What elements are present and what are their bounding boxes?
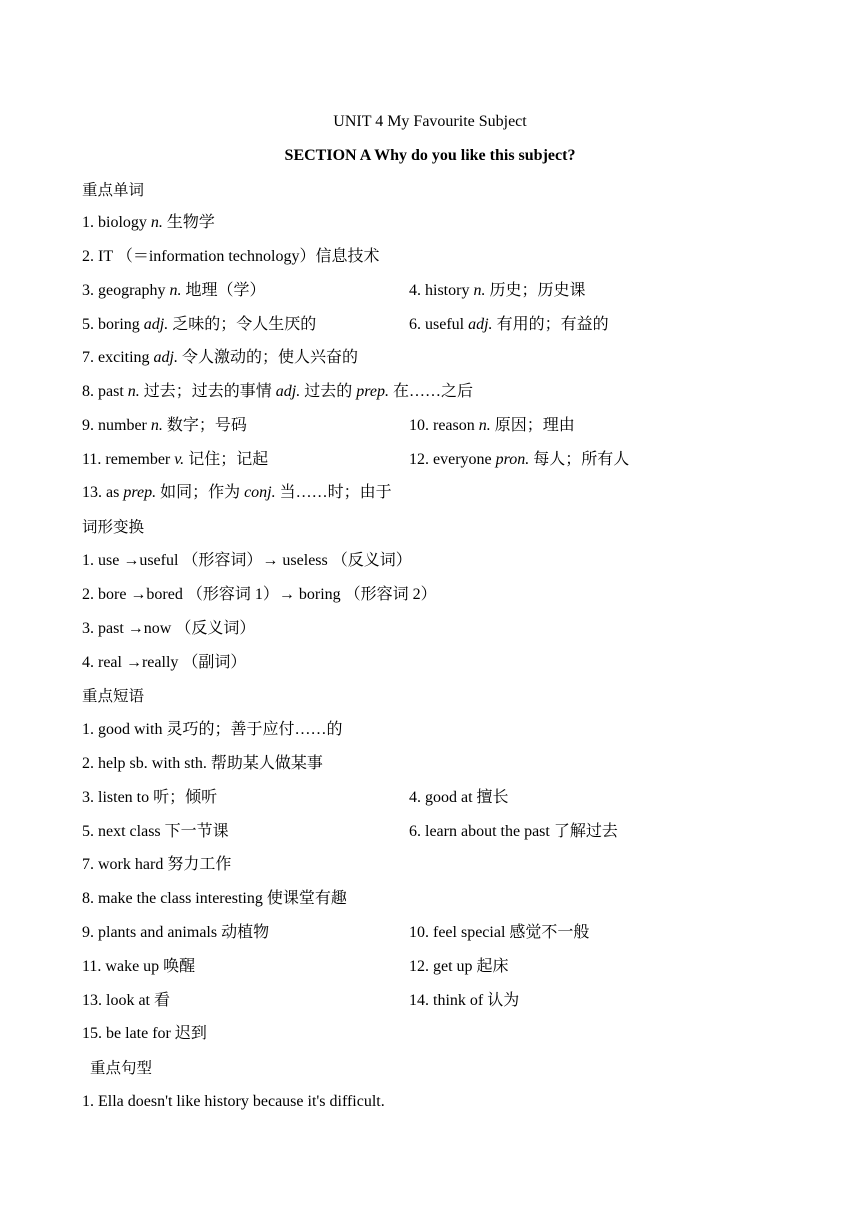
vocab-item: 13. as prep. 如同；作为 conj. 当……时；由于 <box>82 484 392 501</box>
phrase-item: 11. wake up 唤醒 <box>82 958 196 975</box>
wordform-item: 4. real →really （副词） <box>82 654 247 671</box>
vocab-item: 9. number n. 数字；号码 <box>82 417 247 434</box>
phrase-item: 6. learn about the past 了解过去 <box>409 823 618 840</box>
wordform-item: 2. bore →bored （形容词 1）→ boring （形容词 2） <box>82 586 437 603</box>
phrase-item: 12. get up 起床 <box>409 958 509 975</box>
vocab-item: 8. past n. 过去；过去的事情 adj. 过去的 prep. 在……之后 <box>82 383 474 400</box>
wordform-item: 1. use →useful （形容词）→ useless （反义词） <box>82 552 412 569</box>
vocab-item: 12. everyone pron. 每人；所有人 <box>409 451 630 468</box>
unit-title: UNIT 4 My Favourite Subject <box>333 113 527 130</box>
phrase-item: 3. listen to 听；倾听 <box>82 789 218 806</box>
sentences-heading: 重点句型 <box>90 1059 153 1077</box>
phrase-item: 14. think of 认为 <box>409 992 520 1009</box>
phrase-item: 7. work hard 努力工作 <box>82 856 232 873</box>
phrase-item: 15. be late for 迟到 <box>82 1025 207 1042</box>
vocab-item: 1. biology n. 生物学 <box>82 214 215 231</box>
vocab-item: 2. IT （＝information technology）信息技术 <box>82 248 380 265</box>
section-title: SECTION A Why do you like this subject? <box>284 147 576 164</box>
phrase-item: 1. good with 灵巧的；善于应付……的 <box>82 721 343 738</box>
phrase-item: 9. plants and animals 动植物 <box>82 924 270 941</box>
vocab-item: 4. history n. 历史；历史课 <box>409 282 586 299</box>
vocab-item: 10. reason n. 原因；理由 <box>409 417 575 434</box>
phrases-heading: 重点短语 <box>82 687 145 705</box>
sentence-item: 1. Ella doesn't like history because it's difficult. <box>82 1093 385 1110</box>
vocab-item: 11. remember v. 记住；记起 <box>82 451 269 468</box>
vocab-item: 6. useful adj. 有用的；有益的 <box>409 316 609 333</box>
vocab-item: 3. geography n. 地理（学） <box>82 282 266 299</box>
phrase-item: 8. make the class interesting 使课堂有趣 <box>82 890 347 907</box>
phrase-item: 13. look at 看 <box>82 992 170 1009</box>
vocab-heading: 重点单词 <box>82 181 145 199</box>
phrase-item: 2. help sb. with sth. 帮助某人做某事 <box>82 755 323 772</box>
wordforms-heading: 词形变换 <box>82 518 145 536</box>
phrase-item: 4. good at 擅长 <box>409 789 509 806</box>
phrase-item: 10. feel special 感觉不一般 <box>409 924 590 941</box>
vocab-item: 7. exciting adj. 令人激动的；使人兴奋的 <box>82 349 359 366</box>
phrase-item: 5. next class 下一节课 <box>82 823 229 840</box>
vocab-item: 5. boring adj. 乏味的；令人生厌的 <box>82 316 317 333</box>
wordform-item: 3. past →now （反义词） <box>82 620 256 637</box>
